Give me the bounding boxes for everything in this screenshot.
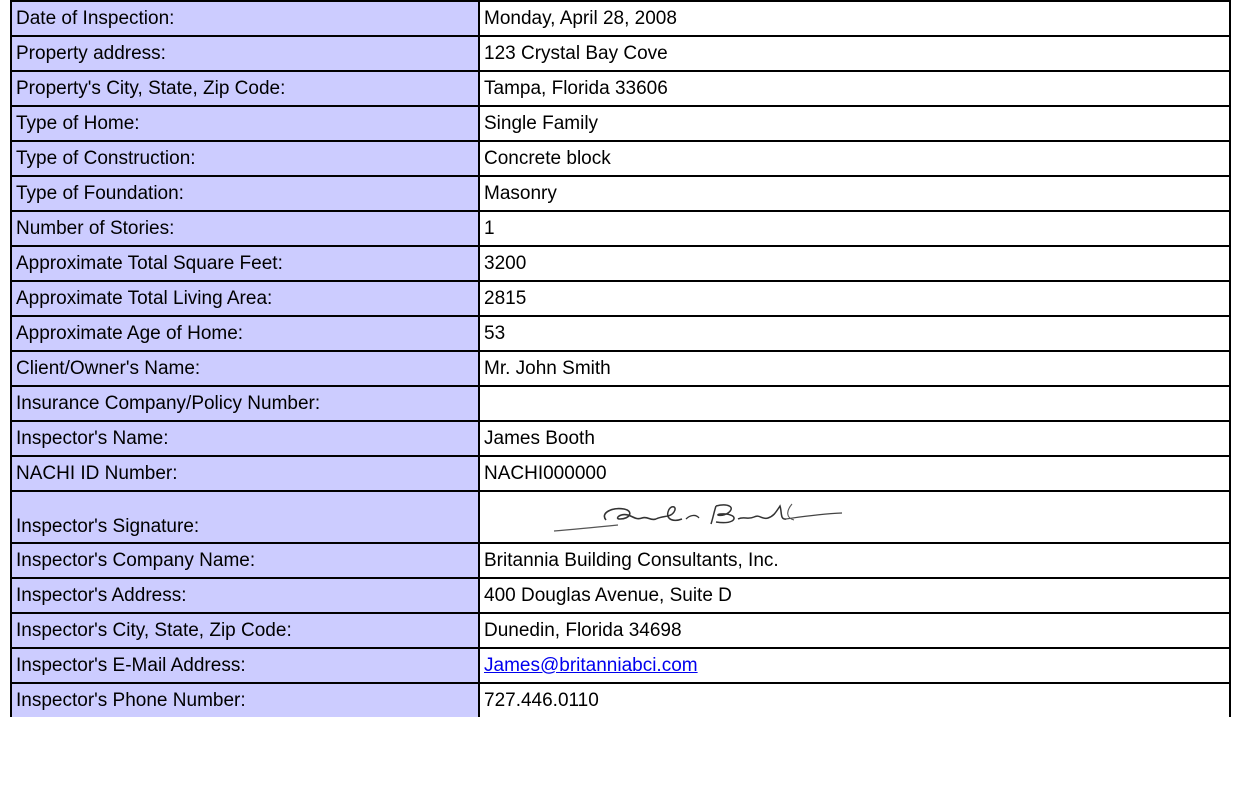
row-property-address (11, 36, 1230, 71)
value-inspector-signature[interactable] (479, 491, 1230, 543)
value-total-square-feet[interactable]: 3200 (479, 246, 1230, 281)
value-inspector-email (479, 648, 1230, 683)
row-inspector-company-name (11, 543, 1230, 578)
value-type-of-foundation[interactable]: Masonry (479, 176, 1230, 211)
label-inspector-city-state-zip: Inspector's City, State, Zip Code: (11, 613, 479, 648)
value-property-city-state-zip[interactable]: Tampa, Florida 33606 (479, 71, 1230, 106)
value-insurance-policy-number[interactable] (479, 386, 1230, 421)
label-inspector-phone: Inspector's Phone Number: (11, 683, 479, 717)
value-type-of-construction[interactable]: Concrete block (479, 141, 1230, 176)
row-inspector-city-state-zip (11, 613, 1230, 648)
value-property-address[interactable]: 123 Crystal Bay Cove (479, 36, 1230, 71)
label-inspector-signature: Inspector's Signature: (11, 491, 479, 543)
label-inspector-email: Inspector's E-Mail Address: (11, 648, 479, 683)
value-number-of-stories[interactable]: 1 (479, 211, 1230, 246)
label-property-city-state-zip: Property's City, State, Zip Code: (11, 71, 479, 106)
label-insurance-policy-number: Insurance Company/Policy Number: (11, 386, 479, 421)
row-client-owner-name (11, 351, 1230, 386)
email-link[interactable]: James@britanniabci.com (484, 655, 698, 676)
value-age-of-home[interactable]: 53 (479, 316, 1230, 351)
signature-icon (550, 498, 850, 536)
value-inspector-city-state-zip[interactable]: Dunedin, Florida 34698 (479, 613, 1230, 648)
label-inspector-company-name: Inspector's Company Name: (11, 543, 479, 578)
row-inspector-phone (11, 683, 1230, 717)
value-type-of-home[interactable]: Single Family (479, 106, 1230, 141)
label-age-of-home: Approximate Age of Home: (11, 316, 479, 351)
label-date-of-inspection: Date of Inspection: (11, 1, 479, 36)
label-type-of-foundation: Type of Foundation: (11, 176, 479, 211)
value-inspector-phone[interactable]: 727.446.0110 (479, 683, 1230, 717)
row-property-city-state-zip (11, 71, 1230, 106)
row-type-of-home (11, 106, 1230, 141)
row-total-square-feet (11, 246, 1230, 281)
label-number-of-stories: Number of Stories: (11, 211, 479, 246)
row-inspector-signature (11, 491, 1230, 543)
inspection-info-table (10, 0, 1231, 717)
label-nachi-id-number: NACHI ID Number: (11, 456, 479, 491)
value-inspector-name[interactable]: James Booth (479, 421, 1230, 456)
label-property-address: Property address: (11, 36, 479, 71)
row-age-of-home (11, 316, 1230, 351)
row-nachi-id-number (11, 456, 1230, 491)
row-inspector-name (11, 421, 1230, 456)
label-total-square-feet: Approximate Total Square Feet: (11, 246, 479, 281)
label-inspector-address: Inspector's Address: (11, 578, 479, 613)
label-inspector-name: Inspector's Name: (11, 421, 479, 456)
label-type-of-home: Type of Home: (11, 106, 479, 141)
value-client-owner-name[interactable]: Mr. John Smith (479, 351, 1230, 386)
row-insurance-policy-number (11, 386, 1230, 421)
row-total-living-area (11, 281, 1230, 316)
label-type-of-construction: Type of Construction: (11, 141, 479, 176)
label-total-living-area: Approximate Total Living Area: (11, 281, 479, 316)
value-nachi-id-number[interactable]: NACHI000000 (479, 456, 1230, 491)
value-inspector-address[interactable]: 400 Douglas Avenue, Suite D (479, 578, 1230, 613)
row-inspector-email (11, 648, 1230, 683)
value-date-of-inspection[interactable]: Monday, April 28, 2008 (479, 1, 1230, 36)
value-total-living-area[interactable]: 2815 (479, 281, 1230, 316)
label-client-owner-name: Client/Owner's Name: (11, 351, 479, 386)
row-number-of-stories (11, 211, 1230, 246)
value-inspector-company-name[interactable]: Britannia Building Consultants, Inc. (479, 543, 1230, 578)
row-inspector-address (11, 578, 1230, 613)
row-date-of-inspection (11, 1, 1230, 36)
row-type-of-construction (11, 141, 1230, 176)
row-type-of-foundation (11, 176, 1230, 211)
